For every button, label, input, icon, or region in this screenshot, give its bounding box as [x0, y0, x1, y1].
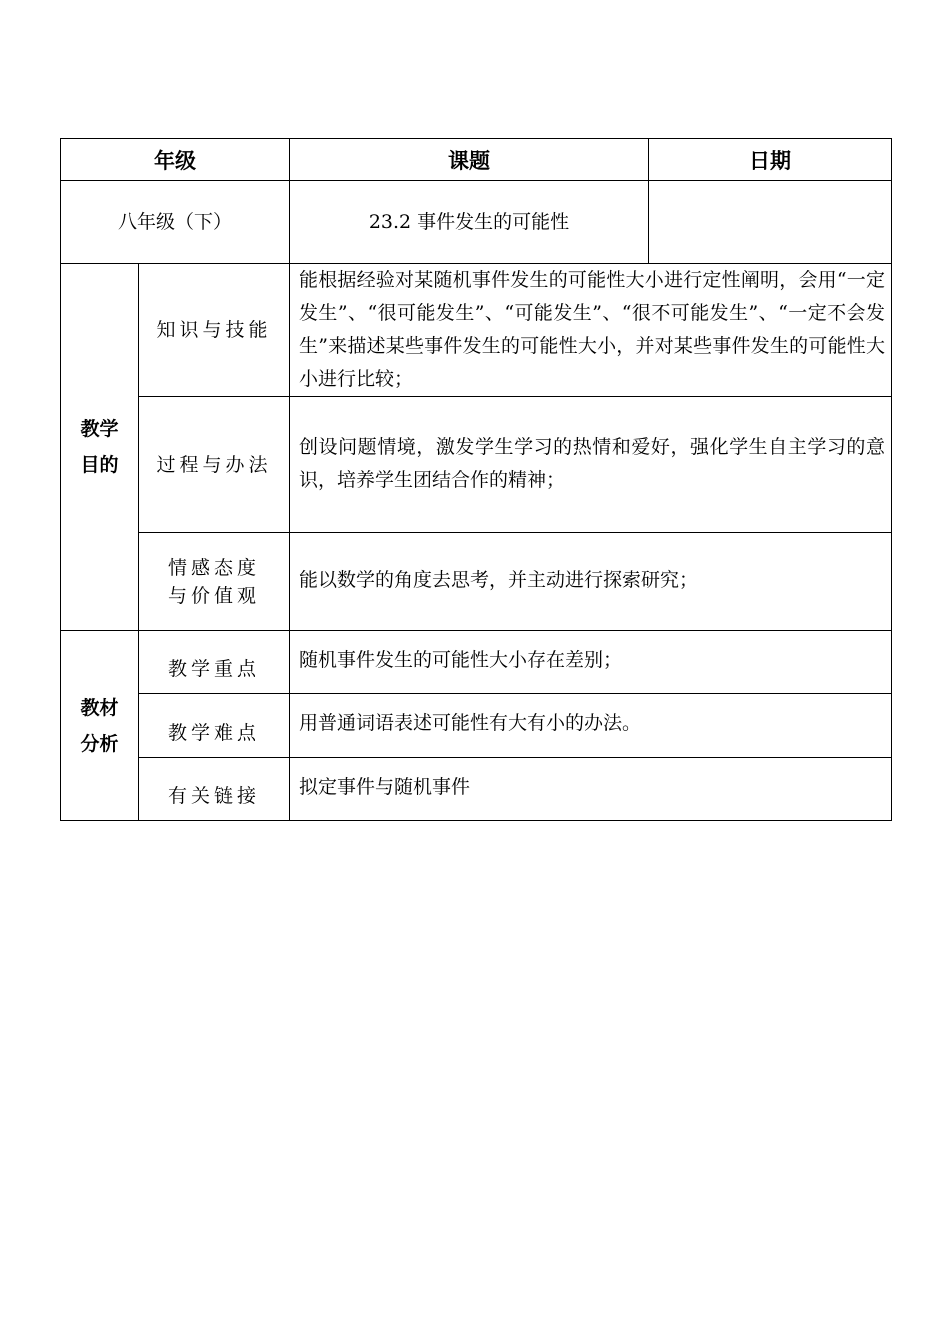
topic-header: 课题 [290, 139, 649, 181]
material-analysis-label-line1: 教材 [80, 696, 119, 719]
difficulty-text: 用普通词语表述可能性有大有小的办法。 [290, 694, 892, 758]
key-point-label: 教学重点 [139, 631, 290, 694]
attitude-values-label [139, 533, 290, 631]
date-value [649, 181, 892, 264]
goal-row-knowledge [61, 264, 892, 397]
analysis-row-difficulty [61, 694, 892, 758]
related-links-text: 拟定事件与随机事件 [290, 758, 892, 821]
lesson-plan-table [60, 138, 892, 821]
attitude-values-label-line2: 与价值观 [167, 584, 260, 607]
related-links-label: 有关链接 [139, 758, 290, 821]
grade-value: 八年级（下） [61, 181, 290, 264]
grade-header: 年级 [61, 139, 290, 181]
goal-row-process [61, 397, 892, 533]
material-analysis-group [61, 631, 139, 821]
teaching-goals-label-line2: 目的 [80, 454, 119, 476]
knowledge-skills-text: 能根据经验对某随机事件发生的可能性大小进行定性阐明，会用“一定发生”、“很可能发生”、“可能发生”、“很不可能发生”、“一定不会发生”来描述某些事件发生的可能性大小，并对某些事件发生的可能性大小进行比较； [290, 264, 892, 397]
material-analysis-label-line2: 分析 [80, 732, 119, 755]
process-methods-text: 创设问题情境，激发学生学习的热情和爱好，强化学生自主学习的意识，培养学生团结合作的精神； [290, 397, 892, 533]
process-methods-label [139, 397, 290, 533]
key-point-text: 随机事件发生的可能性大小存在差别； [290, 631, 892, 694]
process-methods-label-text: 过程与办法 [156, 453, 272, 476]
knowledge-skills-label-text: 知识与技能 [156, 319, 272, 341]
goal-row-attitude [61, 533, 892, 631]
attitude-values-label-line1: 情感态度 [167, 556, 260, 579]
difficulty-label: 教学难点 [139, 694, 290, 758]
attitude-values-text: 能以数学的角度去思考，并主动进行探索研究； [290, 533, 892, 631]
topic-value: 23.2 事件发生的可能性 [290, 181, 649, 264]
teaching-goals-label-line1: 教学 [80, 418, 119, 440]
header-row [61, 139, 892, 181]
teaching-goals-group [61, 264, 139, 631]
date-header: 日期 [649, 139, 892, 181]
info-row [61, 181, 892, 264]
analysis-row-links [61, 758, 892, 821]
analysis-row-key-point [61, 631, 892, 694]
knowledge-skills-label [139, 264, 290, 397]
